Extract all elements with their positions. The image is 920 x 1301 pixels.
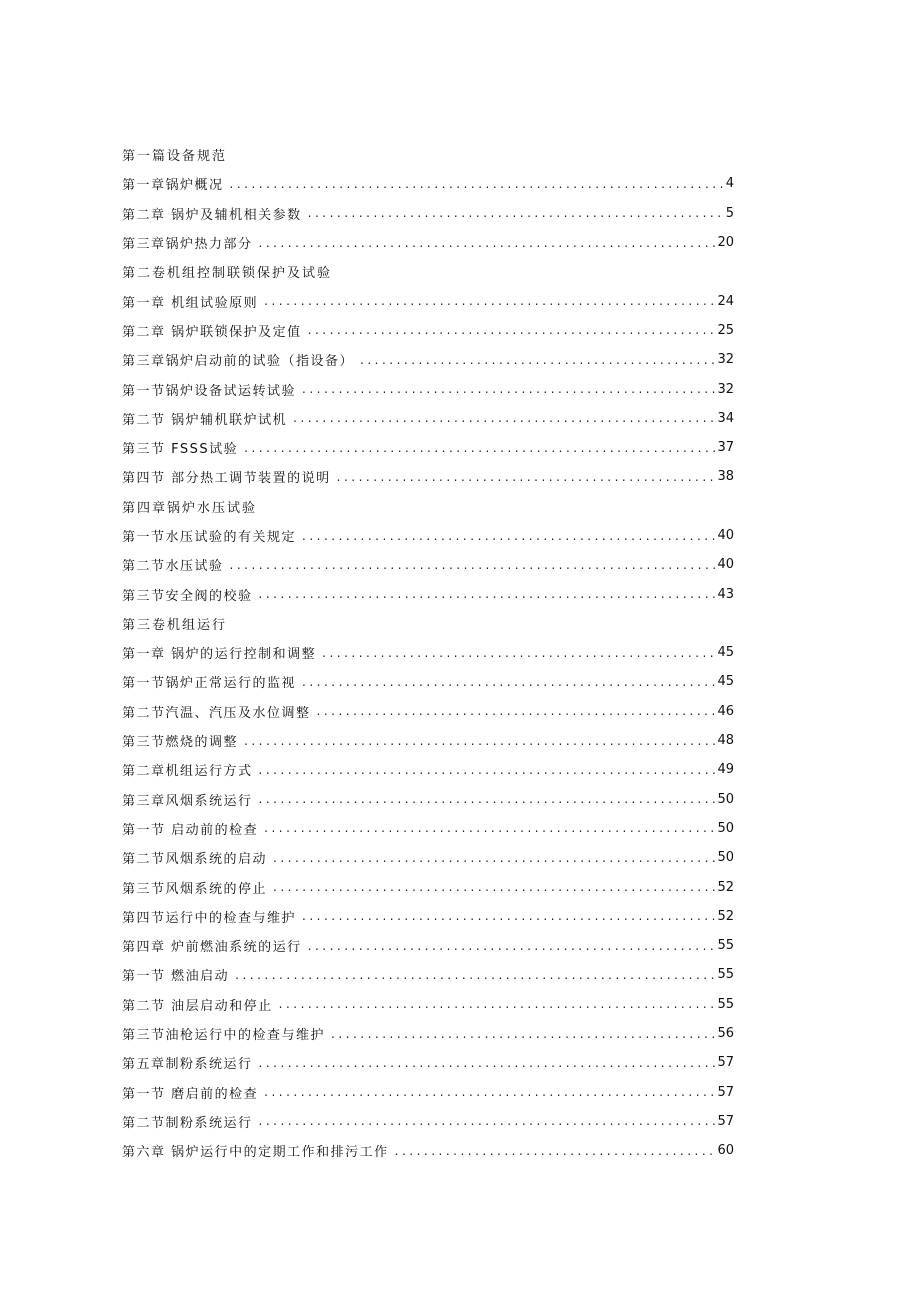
dot-leader xyxy=(279,997,716,1011)
dot-leader xyxy=(302,909,715,923)
toc-entry-label: 第一节 磨启前的检查 xyxy=(122,1086,259,1102)
toc-page-number: 25 xyxy=(717,322,734,338)
toc-entry-label: 第二节风烟系统的启动 xyxy=(122,852,268,868)
toc-page-number: 52 xyxy=(717,908,734,924)
toc-heading xyxy=(122,492,734,521)
toc-entry[interactable] xyxy=(122,1019,734,1048)
toc-page-number: 20 xyxy=(717,235,734,251)
toc-page-number: 32 xyxy=(717,352,734,368)
toc-entry[interactable] xyxy=(122,345,734,374)
toc-entry[interactable] xyxy=(122,667,734,696)
toc-entry[interactable] xyxy=(122,697,734,726)
toc-page-number: 40 xyxy=(717,528,734,543)
toc-page-number: 45 xyxy=(717,674,734,690)
toc-entry[interactable] xyxy=(122,1078,734,1107)
toc-page-number: 56 xyxy=(717,1026,734,1042)
dot-leader xyxy=(259,1056,716,1070)
dot-leader xyxy=(317,704,716,718)
toc-entry-label: 第二节 油层启动和停止 xyxy=(122,998,273,1014)
toc-entry[interactable] xyxy=(122,433,734,462)
toc-heading xyxy=(122,140,734,169)
toc-entry[interactable] xyxy=(122,579,734,608)
dot-leader xyxy=(302,382,715,396)
dot-leader xyxy=(337,470,716,484)
toc-entry-label: 第二节水压试验 xyxy=(122,559,224,575)
toc-entry-label: 第二节制粉系统运行 xyxy=(122,1115,253,1131)
toc-entry[interactable] xyxy=(122,550,734,579)
toc-heading-label: 第二卷机组控制联锁保护及试验 xyxy=(122,266,333,282)
toc-entry-label: 第一章 锅炉的运行控制和调整 xyxy=(122,647,317,663)
toc-entry-label: 第四节 部分热工调节装置的说明 xyxy=(122,471,331,487)
toc-entry-label: 第四节运行中的检查与维护 xyxy=(122,910,297,926)
toc-page-number: 37 xyxy=(717,440,734,456)
toc-entry[interactable] xyxy=(122,785,734,814)
toc-page-number: 48 xyxy=(717,733,734,749)
toc-entry-label: 第三节油枪运行中的检查与维护 xyxy=(122,1028,326,1044)
toc-entry-label: 第二章机组运行方式 xyxy=(122,764,253,780)
toc-entry[interactable] xyxy=(122,316,734,345)
toc-entry[interactable] xyxy=(122,931,734,960)
toc-page-number: 49 xyxy=(717,762,734,778)
toc-entry[interactable] xyxy=(122,374,734,403)
toc-entry-label: 第一节锅炉正常运行的监视 xyxy=(122,676,297,692)
toc-page-number: 50 xyxy=(717,820,734,836)
dot-leader xyxy=(273,880,715,894)
toc-page-number: 55 xyxy=(717,938,734,954)
dot-leader xyxy=(244,441,715,455)
toc-page-number: 60 xyxy=(717,1143,734,1159)
toc-heading-label: 第四章锅炉水压试验 xyxy=(122,500,258,516)
toc-entry[interactable] xyxy=(122,990,734,1019)
toc-entry[interactable] xyxy=(122,726,734,755)
toc-entry-label: 第一节水压试验的有关规定 xyxy=(122,530,297,545)
toc-heading xyxy=(122,257,734,286)
toc-page-number: 40 xyxy=(717,557,734,573)
toc-entry[interactable] xyxy=(122,1107,734,1136)
dot-leader xyxy=(302,675,715,689)
toc-page-number: 57 xyxy=(717,1113,734,1129)
dot-leader xyxy=(308,939,716,953)
toc-entry-label: 第二章 锅炉联锁保护及定值 xyxy=(122,324,302,340)
toc-heading xyxy=(122,609,734,638)
dot-leader xyxy=(264,821,715,835)
toc-entry[interactable] xyxy=(122,843,734,872)
toc-entry-label: 第一章 机组试验原则 xyxy=(122,295,259,311)
toc-entry-label: 第二章 锅炉及辅机相关参数 xyxy=(122,207,302,223)
dot-leader xyxy=(308,206,724,220)
dot-leader xyxy=(322,646,715,660)
toc-entry[interactable] xyxy=(122,286,734,315)
toc-page-number: 5 xyxy=(725,205,734,221)
toc-entry-label: 第四章 炉前燃油系统的运行 xyxy=(122,940,302,956)
toc-page-number: 52 xyxy=(717,879,734,895)
dot-leader xyxy=(259,1114,716,1128)
toc-entry-label: 第一章锅炉概况 xyxy=(122,178,224,194)
toc-page-number: 55 xyxy=(717,967,734,983)
toc-page-number: 57 xyxy=(717,1055,734,1071)
dot-leader xyxy=(230,558,716,572)
toc-entry[interactable] xyxy=(122,228,734,257)
dot-leader xyxy=(230,177,724,191)
toc-page-number: 46 xyxy=(717,703,734,719)
dot-leader xyxy=(302,529,715,543)
dot-leader xyxy=(273,851,715,865)
dot-leader xyxy=(259,587,716,601)
toc-page-number: 57 xyxy=(717,1084,734,1100)
toc-page-number: 55 xyxy=(717,996,734,1012)
toc-page-number: 45 xyxy=(717,645,734,661)
toc-entry[interactable] xyxy=(122,521,734,550)
toc-entry-label: 第五章制粉系统运行 xyxy=(122,1057,253,1073)
dot-leader xyxy=(264,1085,715,1099)
toc-entry-label: 第一节 启动前的检查 xyxy=(122,822,259,838)
dot-leader xyxy=(244,734,715,748)
toc-page-number: 43 xyxy=(717,586,734,602)
toc-entry[interactable] xyxy=(122,755,734,784)
toc-entry-label: 第六章 锅炉运行中的定期工作和排污工作 xyxy=(122,1145,389,1161)
toc-entry-label: 第一节 燃油启动 xyxy=(122,969,230,985)
toc-entry[interactable] xyxy=(122,1136,734,1165)
dot-leader xyxy=(235,968,715,982)
dot-leader xyxy=(308,323,716,337)
toc-entry[interactable] xyxy=(122,1048,734,1077)
toc-heading-label: 第三卷机组运行 xyxy=(122,617,228,633)
toc-entry[interactable] xyxy=(122,169,734,198)
dot-leader xyxy=(360,353,715,367)
toc-page-number: 34 xyxy=(717,410,734,426)
toc-entry-label: 第一节锅炉设备试运转试验 xyxy=(122,383,297,399)
dot-leader xyxy=(293,411,715,425)
toc-page-number: 32 xyxy=(717,381,734,397)
toc-entry[interactable] xyxy=(122,960,734,989)
toc-page-number: 38 xyxy=(717,469,734,485)
dot-leader xyxy=(259,763,716,777)
toc-entry-label: 第二节 锅炉辅机联炉试机 xyxy=(122,412,288,428)
table-of-contents xyxy=(122,140,734,1165)
toc-entry-label: 第三章风烟系统运行 xyxy=(122,793,253,809)
toc-entry[interactable] xyxy=(122,199,734,228)
toc-page-number: 50 xyxy=(717,791,734,807)
toc-entry-label: 第三节安全阀的校验 xyxy=(122,588,253,604)
toc-entry-label: 第三节 FSSS试验 xyxy=(122,442,239,458)
dot-leader xyxy=(395,1144,716,1158)
dot-leader xyxy=(331,1027,715,1041)
toc-page-number: 4 xyxy=(725,176,734,192)
toc-entry-label: 第三节燃烧的调整 xyxy=(122,735,239,751)
toc-entry[interactable] xyxy=(122,872,734,901)
toc-entry-label: 第三节风烟系统的停止 xyxy=(122,881,268,897)
toc-heading-label: 第一篇设备规范 xyxy=(122,149,228,165)
toc-entry[interactable] xyxy=(122,462,734,491)
toc-entry-label: 第二节汽温、汽压及水位调整 xyxy=(122,705,311,721)
toc-entry-label: 第三章锅炉热力部分 xyxy=(122,237,253,253)
toc-page-number: 24 xyxy=(717,293,734,309)
toc-entry[interactable] xyxy=(122,638,734,667)
dot-leader xyxy=(259,236,716,250)
dot-leader xyxy=(259,792,716,806)
dot-leader xyxy=(264,294,715,308)
toc-entry[interactable] xyxy=(122,814,734,843)
toc-page-number: 50 xyxy=(717,850,734,866)
toc-entry-label: 第三章锅炉启动前的试验（指设备） xyxy=(122,354,355,370)
toc-entry[interactable] xyxy=(122,902,734,931)
toc-entry[interactable] xyxy=(122,404,734,433)
